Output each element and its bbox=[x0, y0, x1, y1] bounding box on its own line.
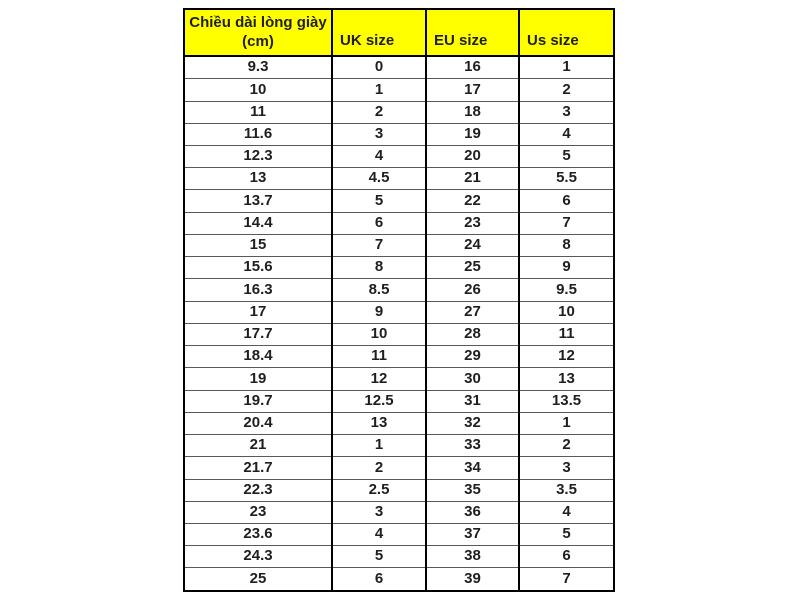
table-cell: 10 bbox=[519, 301, 614, 323]
table-cell: 38 bbox=[426, 546, 519, 568]
table-row bbox=[184, 279, 614, 301]
table-cell: 17 bbox=[426, 79, 519, 101]
table-row bbox=[184, 168, 614, 190]
table-cell: 8 bbox=[519, 234, 614, 256]
table-row bbox=[184, 368, 614, 390]
table-cell: 11 bbox=[519, 323, 614, 345]
table-row bbox=[184, 523, 614, 545]
table-cell: 17.7 bbox=[184, 323, 332, 345]
table-cell: 12 bbox=[519, 346, 614, 368]
table-cell: 9 bbox=[332, 301, 426, 323]
table-cell: 16.3 bbox=[184, 279, 332, 301]
table-cell: 35 bbox=[426, 479, 519, 501]
table-cell: 6 bbox=[332, 568, 426, 591]
table-row bbox=[184, 323, 614, 345]
table-cell: 10 bbox=[184, 79, 332, 101]
table-cell: 7 bbox=[519, 212, 614, 234]
table-cell: 34 bbox=[426, 457, 519, 479]
table-cell: 11.6 bbox=[184, 123, 332, 145]
table-cell: 18.4 bbox=[184, 346, 332, 368]
table-row bbox=[184, 212, 614, 234]
table-cell: 22.3 bbox=[184, 479, 332, 501]
table-cell: 32 bbox=[426, 412, 519, 434]
table-cell: 30 bbox=[426, 368, 519, 390]
table-cell: 13 bbox=[519, 368, 614, 390]
table-cell: 4 bbox=[519, 123, 614, 145]
table-cell: 21 bbox=[426, 168, 519, 190]
table-cell: 23 bbox=[426, 212, 519, 234]
table-row bbox=[184, 546, 614, 568]
table-cell: 3 bbox=[332, 123, 426, 145]
table-cell: 4.5 bbox=[332, 168, 426, 190]
table-cell: 12.3 bbox=[184, 146, 332, 168]
header-length-cm bbox=[184, 9, 332, 56]
table-cell: 11 bbox=[332, 346, 426, 368]
table-cell: 2 bbox=[519, 79, 614, 101]
table-cell: 13.5 bbox=[519, 390, 614, 412]
table-cell: 1 bbox=[332, 435, 426, 457]
table-cell: 2 bbox=[332, 457, 426, 479]
table-cell: 7 bbox=[332, 234, 426, 256]
table-row bbox=[184, 501, 614, 523]
table-cell: 2 bbox=[519, 435, 614, 457]
header-length-line2: (cm) bbox=[242, 32, 274, 50]
table-cell: 0 bbox=[332, 56, 426, 79]
header-us-size: Us size bbox=[519, 9, 614, 56]
table-cell: 4 bbox=[519, 501, 614, 523]
table-row bbox=[184, 479, 614, 501]
table-cell: 25 bbox=[426, 257, 519, 279]
table-cell: 23.6 bbox=[184, 523, 332, 545]
table-row bbox=[184, 146, 614, 168]
table-cell: 4 bbox=[332, 146, 426, 168]
table-cell: 5 bbox=[332, 190, 426, 212]
table-cell: 19 bbox=[184, 368, 332, 390]
table-cell: 15.6 bbox=[184, 257, 332, 279]
table-row bbox=[184, 190, 614, 212]
table-cell: 7 bbox=[519, 568, 614, 591]
table-row bbox=[184, 346, 614, 368]
table-cell: 3 bbox=[519, 101, 614, 123]
table-cell: 3 bbox=[332, 501, 426, 523]
table-cell: 16 bbox=[426, 56, 519, 79]
table-cell: 6 bbox=[519, 190, 614, 212]
table-cell: 12.5 bbox=[332, 390, 426, 412]
table-row bbox=[184, 234, 614, 256]
shoe-size-conversion-table bbox=[183, 8, 615, 592]
table-cell: 2 bbox=[332, 101, 426, 123]
table-cell: 1 bbox=[519, 412, 614, 434]
table-cell: 27 bbox=[426, 301, 519, 323]
table-cell: 24.3 bbox=[184, 546, 332, 568]
table-cell: 8 bbox=[332, 257, 426, 279]
table-cell: 10 bbox=[332, 323, 426, 345]
table-cell: 8.5 bbox=[332, 279, 426, 301]
table-cell: 17 bbox=[184, 301, 332, 323]
table-cell: 18 bbox=[426, 101, 519, 123]
table-cell: 3 bbox=[519, 457, 614, 479]
table-cell: 9.3 bbox=[184, 56, 332, 79]
table-cell: 20 bbox=[426, 146, 519, 168]
table-cell: 12 bbox=[332, 368, 426, 390]
table-cell: 1 bbox=[519, 56, 614, 79]
table-cell: 36 bbox=[426, 501, 519, 523]
table-row bbox=[184, 568, 614, 591]
table-cell: 28 bbox=[426, 323, 519, 345]
table-cell: 4 bbox=[332, 523, 426, 545]
table-cell: 37 bbox=[426, 523, 519, 545]
header-length-line1: Chiều dài lòng giày bbox=[189, 13, 327, 31]
table-row bbox=[184, 457, 614, 479]
table-row bbox=[184, 257, 614, 279]
table-row bbox=[184, 79, 614, 101]
table-cell: 21.7 bbox=[184, 457, 332, 479]
table-cell: 5 bbox=[332, 546, 426, 568]
table-cell: 5 bbox=[519, 523, 614, 545]
table-cell: 29 bbox=[426, 346, 519, 368]
table-cell: 2.5 bbox=[332, 479, 426, 501]
table-cell: 5.5 bbox=[519, 168, 614, 190]
table-cell: 6 bbox=[519, 546, 614, 568]
table-cell: 1 bbox=[332, 79, 426, 101]
table-cell: 33 bbox=[426, 435, 519, 457]
table-cell: 15 bbox=[184, 234, 332, 256]
header-eu-size: EU size bbox=[426, 9, 519, 56]
table-cell: 11 bbox=[184, 101, 332, 123]
table-cell: 31 bbox=[426, 390, 519, 412]
table-cell: 13.7 bbox=[184, 190, 332, 212]
table-row bbox=[184, 101, 614, 123]
header-uk-size: UK size bbox=[332, 9, 426, 56]
table-row bbox=[184, 435, 614, 457]
table-cell: 6 bbox=[332, 212, 426, 234]
table-cell: 19.7 bbox=[184, 390, 332, 412]
table-row bbox=[184, 56, 614, 79]
table-row bbox=[184, 412, 614, 434]
table-cell: 25 bbox=[184, 568, 332, 591]
table-cell: 24 bbox=[426, 234, 519, 256]
table-cell: 19 bbox=[426, 123, 519, 145]
table-row bbox=[184, 301, 614, 323]
table-row bbox=[184, 390, 614, 412]
table-cell: 39 bbox=[426, 568, 519, 591]
table-row bbox=[184, 123, 614, 145]
table-cell: 20.4 bbox=[184, 412, 332, 434]
table-cell: 14.4 bbox=[184, 212, 332, 234]
table-cell: 21 bbox=[184, 435, 332, 457]
table-body bbox=[184, 56, 614, 591]
table-cell: 9.5 bbox=[519, 279, 614, 301]
table-cell: 13 bbox=[184, 168, 332, 190]
table-cell: 23 bbox=[184, 501, 332, 523]
table-cell: 3.5 bbox=[519, 479, 614, 501]
table-cell: 9 bbox=[519, 257, 614, 279]
header-row bbox=[184, 9, 614, 56]
table-cell: 5 bbox=[519, 146, 614, 168]
table-cell: 13 bbox=[332, 412, 426, 434]
table-cell: 22 bbox=[426, 190, 519, 212]
table-cell: 26 bbox=[426, 279, 519, 301]
